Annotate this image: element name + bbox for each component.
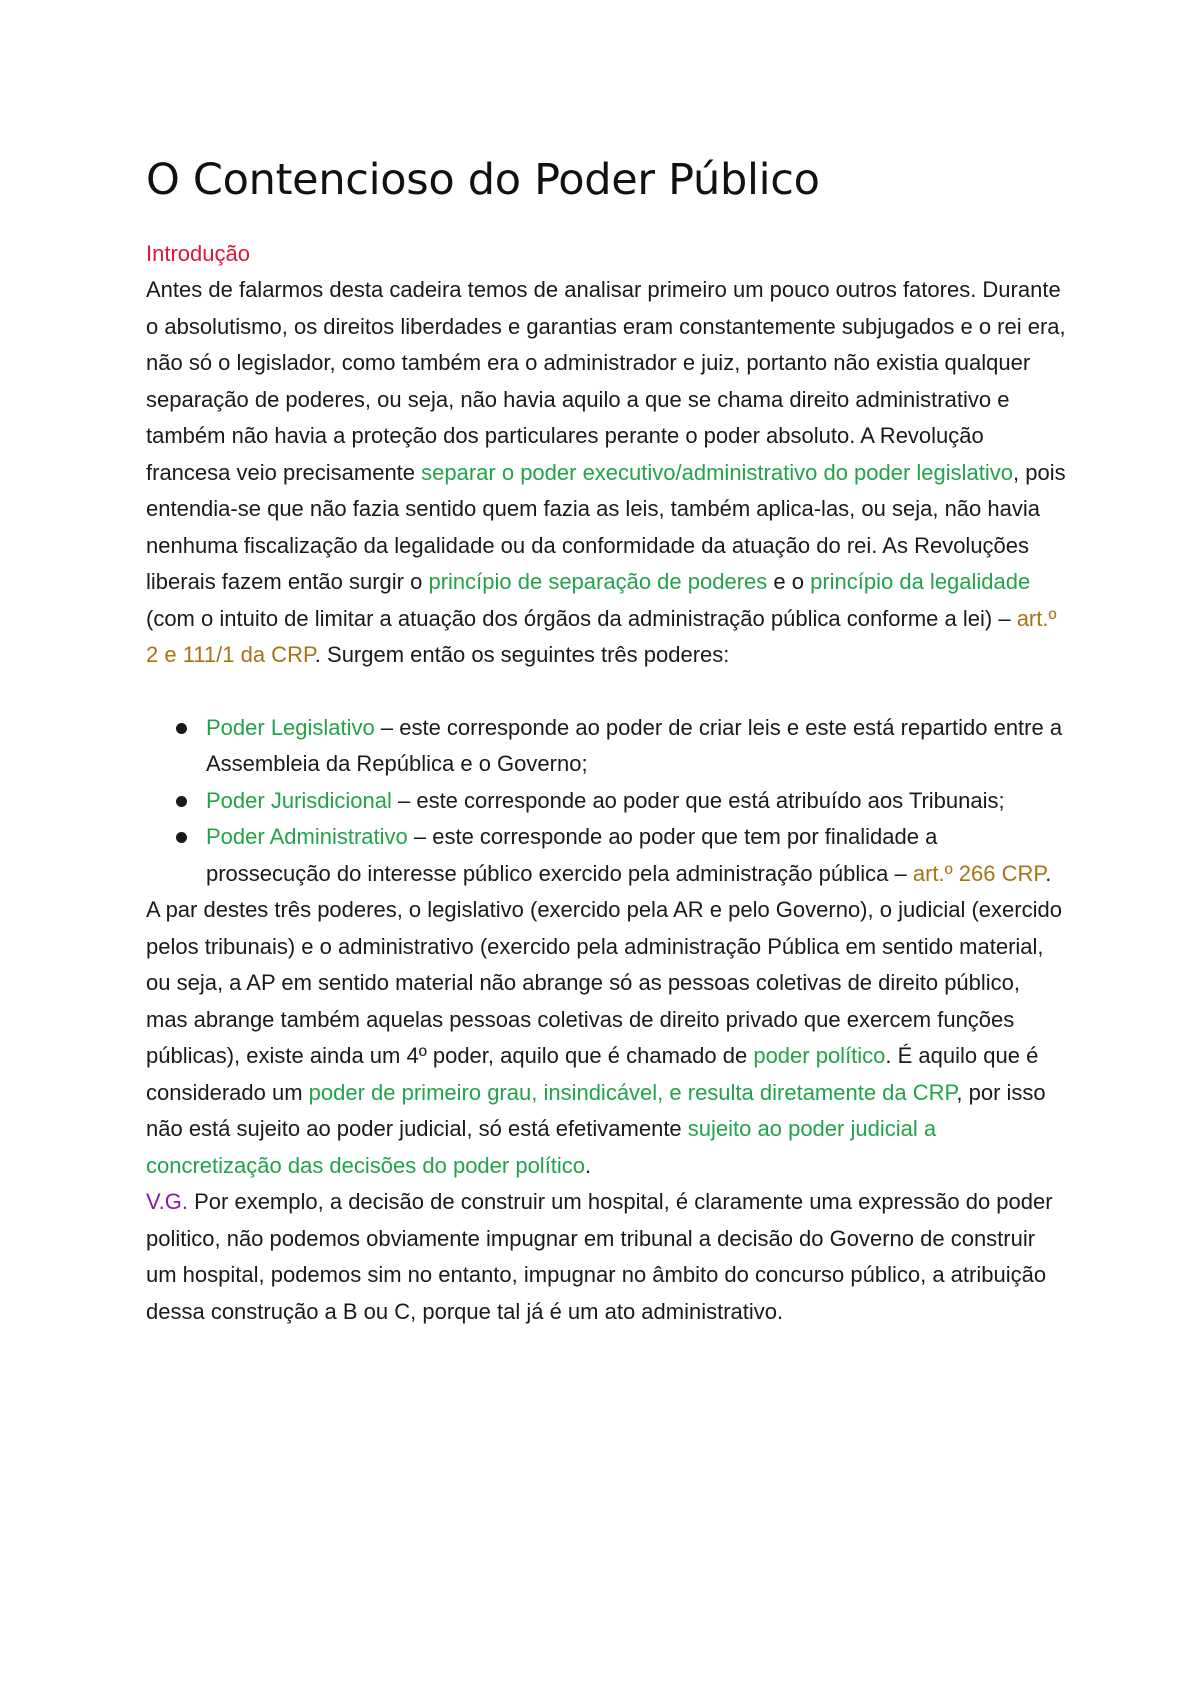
bullet-icon bbox=[176, 723, 187, 734]
power-name: Poder Legislativo bbox=[206, 714, 375, 740]
document-content bbox=[146, 150, 1066, 1330]
bullet-icon bbox=[176, 832, 187, 843]
reference-crp-articles: art.º 2 e 111/1 da CRP bbox=[146, 605, 1057, 667]
section-heading-introducao: Introdução bbox=[146, 241, 250, 266]
intro-paragraph bbox=[146, 272, 1066, 674]
power-end-punctuation: . bbox=[1045, 860, 1052, 886]
fourth-power-paragraph bbox=[146, 892, 1066, 1184]
highlight-principio-separacao: princípio de separação de poderes bbox=[428, 569, 768, 594]
intro-text-1: Antes de falarmos desta cadeira temos de analisar primeiro um pouco outros fatores. Durante o absolutismo, os direitos liberdades e garantias eram constantemente subjugados e o rei era, não só o legislador, como também era o administrador e juiz, portanto não existia qualquer separação de poderes, ou seja, não havia aquilo a que se chama direito administrativo e também não havia a proteção dos particulares perante o poder absoluto. A Revolução francesa veio precisamente bbox=[146, 277, 1066, 485]
highlight-poder-politico: poder político bbox=[753, 1043, 886, 1068]
example-paragraph bbox=[146, 1184, 1066, 1330]
power-description: – este corresponde ao poder que tem por finalidade a prossecução do interesse público exercido pela administração pública – bbox=[206, 824, 938, 886]
power-description: – este corresponde ao poder que está atribuído aos Tribunais; bbox=[391, 787, 1005, 813]
powers-list bbox=[146, 710, 1066, 893]
power-description: – este corresponde ao poder de criar leis e este está repartido entre a Assembleia da República e o Governo; bbox=[206, 714, 1063, 776]
p2-text-2: . É aquilo que é considerado um bbox=[146, 1043, 1039, 1105]
list-item-poder-administrativo bbox=[206, 819, 1066, 892]
p2-text-3: , por isso não está sujeito ao poder judicial, só está efetivamente bbox=[146, 1079, 1046, 1141]
bullet-icon bbox=[176, 796, 187, 807]
highlight-sujeito-poder-judicial: sujeito ao poder judicial a concretização das decisões do poder político bbox=[146, 1116, 937, 1178]
highlight-primeiro-grau: poder de primeiro grau, insindicável, e resulta diretamente da CRP bbox=[308, 1079, 957, 1105]
list-item-poder-jurisdicional bbox=[206, 783, 1066, 820]
p2-text-1: A par destes três poderes, o legislativo (exercido pela AR e pelo Governo), o judicial (exercido pelos tribunais) e o administrativo (exercido pela administração Pública em sentido material, ou seja, a AP em sentido material não abrange só as pessoas coletivas de direito público, mas abrange também aquelas pessoas coletivas de direito privado que exercem funções públicas), existe ainda um 4º poder, aquilo que é chamado de bbox=[146, 897, 1062, 1068]
example-label: V.G. bbox=[146, 1189, 188, 1214]
p2-text-4: . bbox=[585, 1152, 592, 1178]
intro-text-5: . Surgem então os seguintes três poderes: bbox=[314, 642, 730, 667]
paragraph-spacer bbox=[146, 674, 1066, 710]
intro-text-2: , pois entendia-se que não fazia sentido quem fazia as leis, também aplica-las, ou seja, não havia nenhuma fiscalização da legalidade ou da conformidade da atuação do rei. As Revoluções liberais fazem então surgir o bbox=[146, 459, 1066, 594]
intro-text-4: (com o intuito de limitar a atuação dos órgãos da administração pública conforme a lei) – bbox=[146, 605, 1017, 631]
highlight-principio-legalidade: princípio da legalidade bbox=[810, 569, 1031, 594]
document-title: O Contencioso do Poder Público bbox=[146, 155, 820, 205]
reference-crp-266: art.º 266 CRP bbox=[912, 860, 1046, 886]
intro-text-3: e o bbox=[767, 569, 811, 594]
list-item-poder-legislativo bbox=[206, 710, 1066, 783]
power-name: Poder Jurisdicional bbox=[206, 787, 392, 813]
power-name: Poder Administrativo bbox=[206, 824, 408, 849]
highlight-separar-poder: separar o poder executivo/administrativo do poder legislativo bbox=[421, 459, 1014, 485]
example-text: Por exemplo, a decisão de construir um hospital, é claramente uma expressão do poder politico, não podemos obviamente impugnar em tribunal a decisão do Governo de construir um hospital, podemos sim no entanto, impugnar no âmbito do concurso público, a atribuição dessa construção a B ou C, porque tal já é um ato administrativo. bbox=[146, 1189, 1053, 1324]
